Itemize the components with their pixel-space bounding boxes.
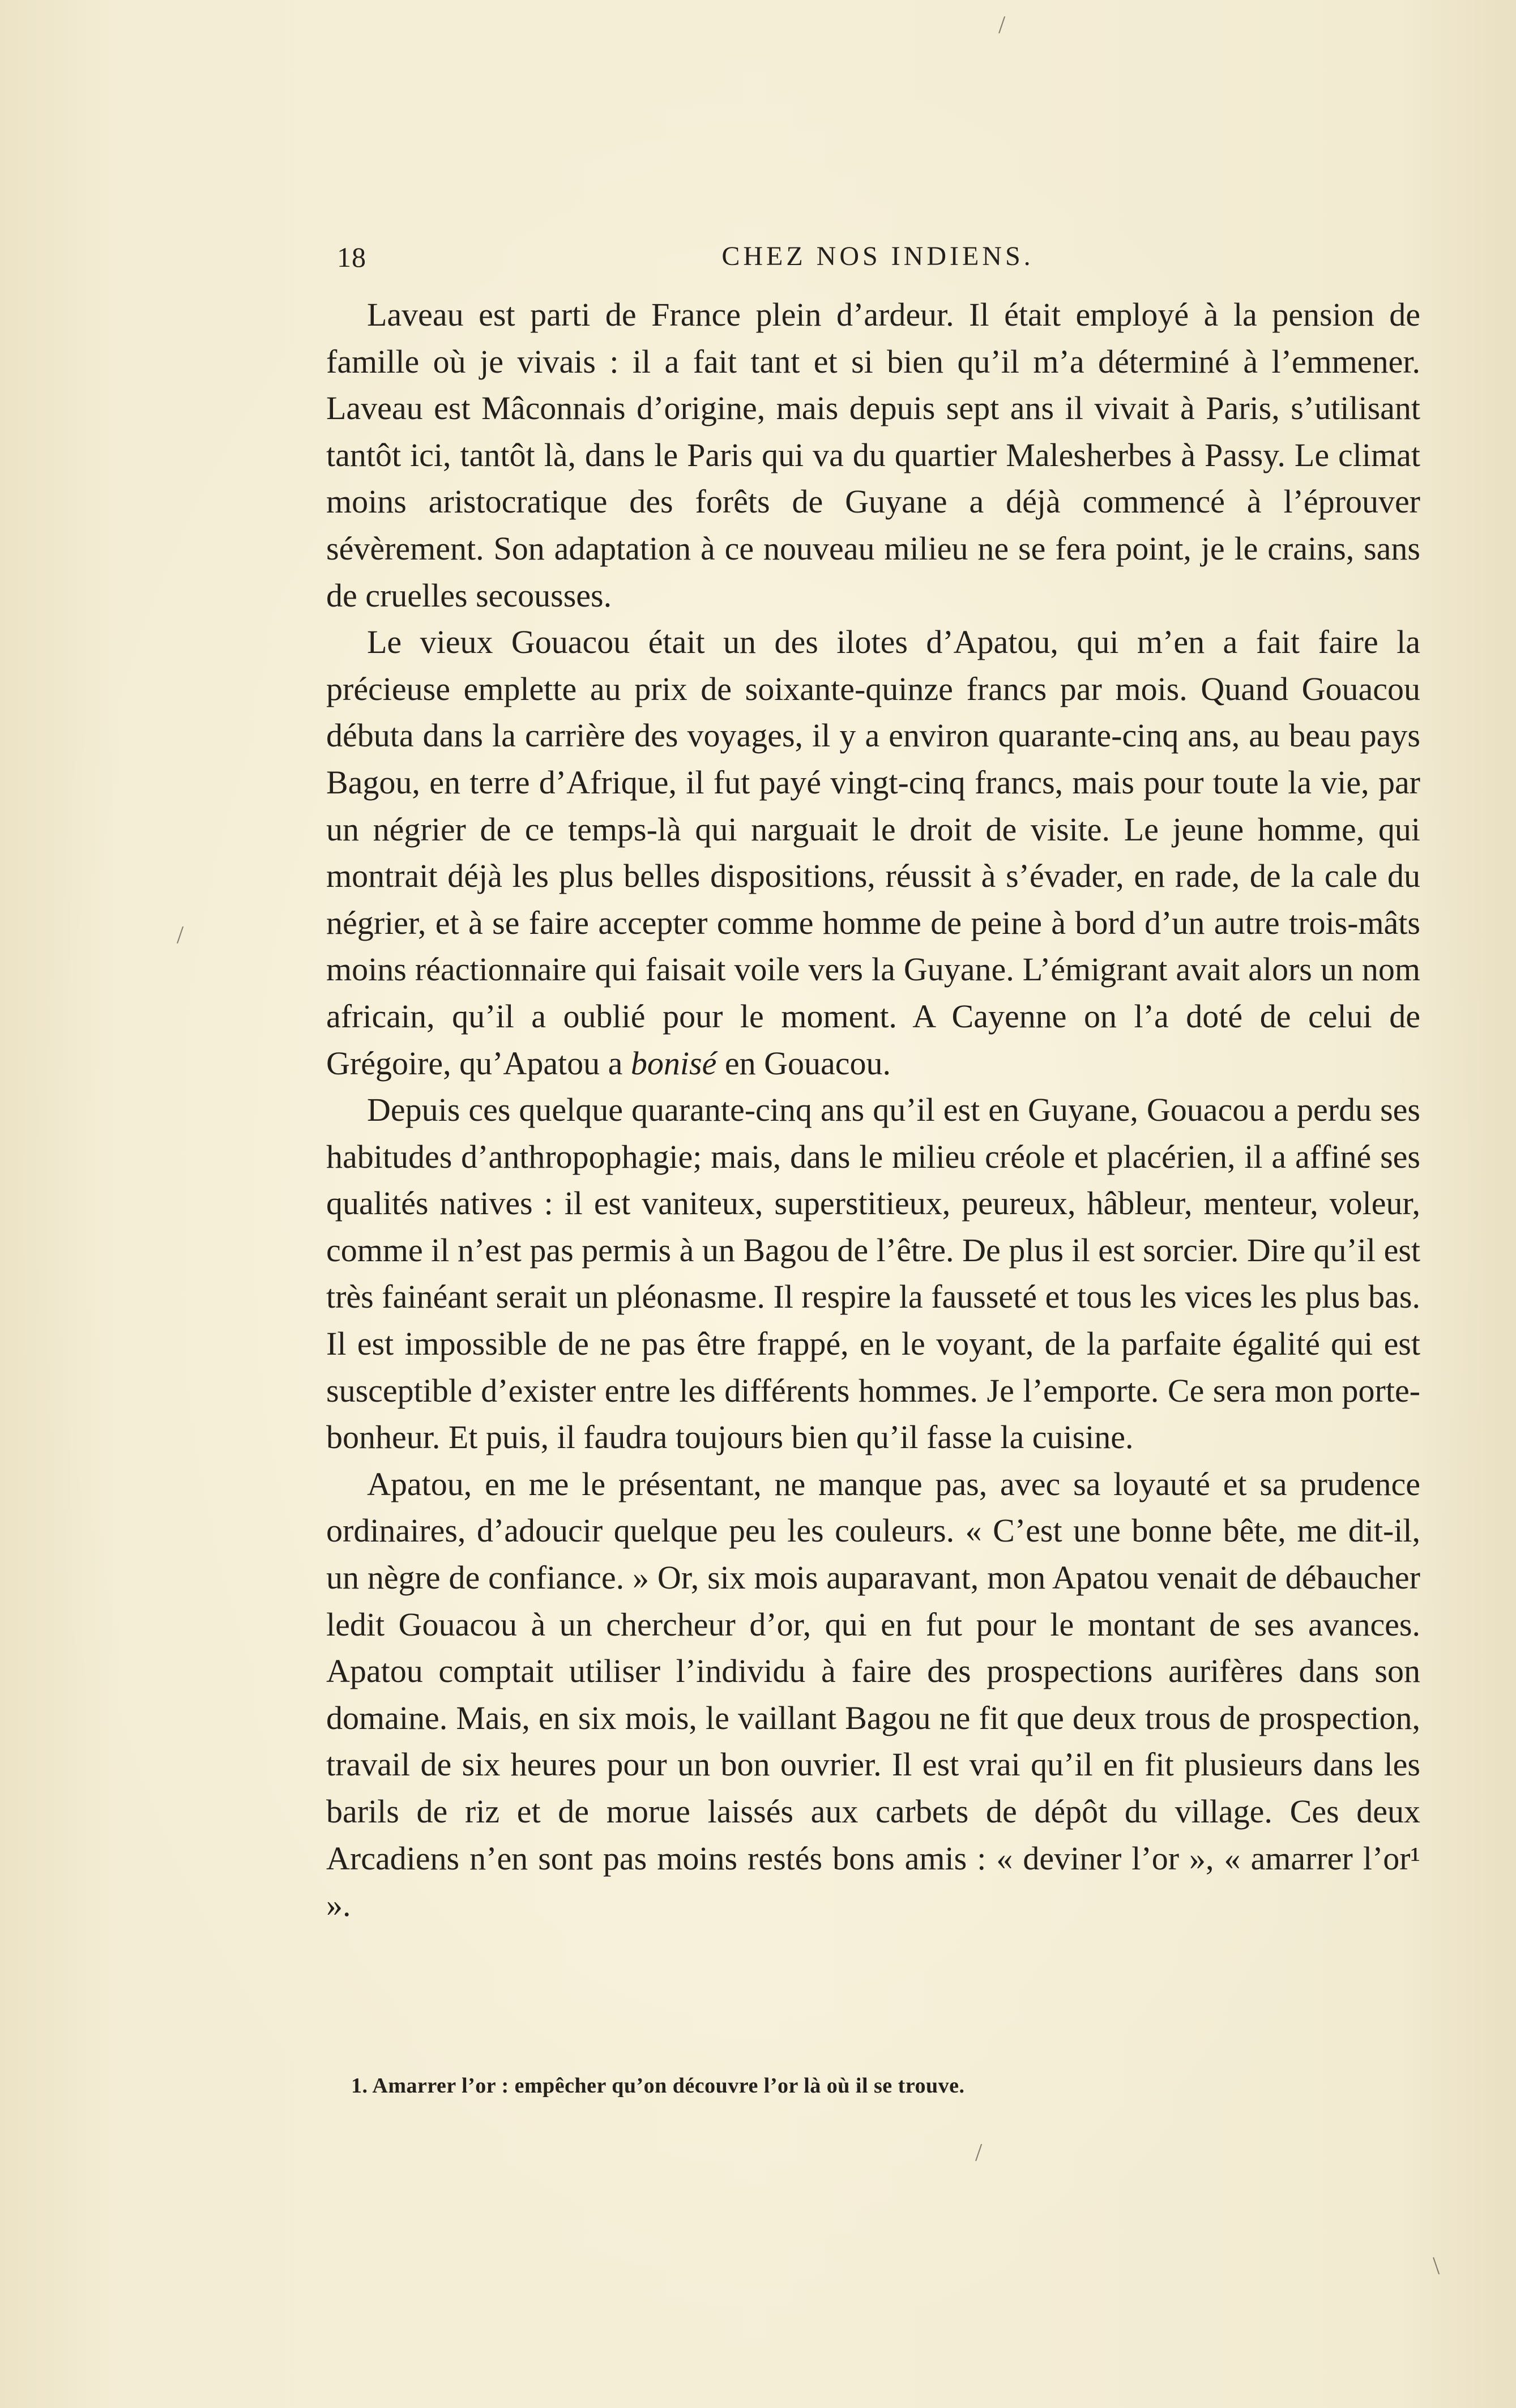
footnote: 1. Amarrer l’or : empêcher qu’on découvre l’or là où il se trouve. — [351, 2074, 965, 2098]
margin-mark-left: / — [177, 921, 184, 949]
margin-mark-top: / — [998, 11, 1006, 39]
paragraph-2 — [326, 619, 1420, 1087]
body-text — [326, 292, 1420, 1929]
running-head: CHEZ NOS INDIENS. — [721, 241, 1034, 271]
paragraph-1: Laveau est parti de France plein d’ardeur. Il était employé à la pension de famille où je vivais : il a fait tant et si bien qu’il m’a déterminé à l’emmener. Laveau est Mâconnais d’origine, mais depuis sept ans il vivait à Paris, s’utilisant tantôt ici, tantôt là, dans le Paris qui va du quartier Malesherbes à Passy. Le climat moins aristocratique des forêts de Guyane a déjà commencé à l’éprouver sévèrement. Son adaptation à ce nouveau milieu ne se fera point, je le crains, sans de cruelles secousses. — [326, 296, 1420, 614]
margin-mark-corner: \ — [1433, 2252, 1440, 2279]
page-header — [337, 241, 1419, 280]
paragraph-2-text: Le vieux Gouacou était un des ilotes d’Apatou, qui m’en a fait faire la précieuse emplette au prix de soixante-quinze francs par mois. Quand Gouacou débuta dans la carrière des voyages, il y a environ quarante-cinq ans, au beau pays Bagou, en terre d’Afrique, il fut payé vingt-cinq francs, mais pour toute la vie, par un négrier de ce temps-là qui narguait le droit de visite. Le jeune homme, qui montrait déjà les plus belles dispositions, réussit à s’évader, en rade, de la cale du négrier, et à se faire accepter comme homme de peine à bord d’un autre trois-mâts moins réactionnaire qui faisait voile vers la Guyane. L’émigrant avait alors un nom africain, qu’il a oublié pour le moment. A Cayenne on l’a doté de celui de Grégoire, qu’Apatou a — [326, 624, 1420, 1082]
italic-word: bonisé — [630, 1044, 717, 1082]
paragraph-3: Depuis ces quelque quarante-cinq ans qu’il est en Guyane, Gouacou a perdu ses habitudes d’anthropophagie; mais, dans le milieu créole et placérien, il a affiné ses qualités natives : il est vaniteux, superstitieux, peureux, hâbleur, menteur, voleur, comme il n’est pas permis à un Bagou de l’être. De plus il est sorcier. Dire qu’il est très fainéant serait un pléonasme. Il respire la fausseté et tous les vices les plus bas. Il est impossible de ne pas être frappé, en le voyant, de la parfaite égalité qui est susceptible d’exister entre les différents hommes. Je l’emporte. Ce sera mon porte-bonheur. Et puis, il faudra toujours bien qu’il fasse la cuisine. — [326, 1091, 1420, 1456]
paragraph-2-ending: en Gouacou. — [724, 1044, 891, 1082]
margin-mark-bottom: / — [975, 2138, 983, 2166]
page-number: 18 — [337, 241, 366, 273]
paragraph-4: Apatou, en me le présentant, ne manque pas, avec sa loyauté et sa prudence ordinaires, d’adoucir quelque peu les couleurs. « C’est une bonne bête, me dit-il, un nègre de confiance. » Or, six mois auparavant, mon Apatou venait de débaucher ledit Gouacou à un chercheur d’or, qui en fut pour le montant de ses avances. Apatou comptait utiliser l’individu à faire des prospections aurifères dans son domaine. Mais, en six mois, le vaillant Bagou ne fit que deux trous de prospection, travail de six heures pour un bon ouvrier. Il est vrai qu’il en fit plusieurs dans les barils de riz et de morue laissés aux carbets de dépôt du village. Ces deux Arcadiens n’en sont pas moins restés bons amis : « deviner l’or », « amarrer l’or¹ ». — [326, 1465, 1420, 1924]
